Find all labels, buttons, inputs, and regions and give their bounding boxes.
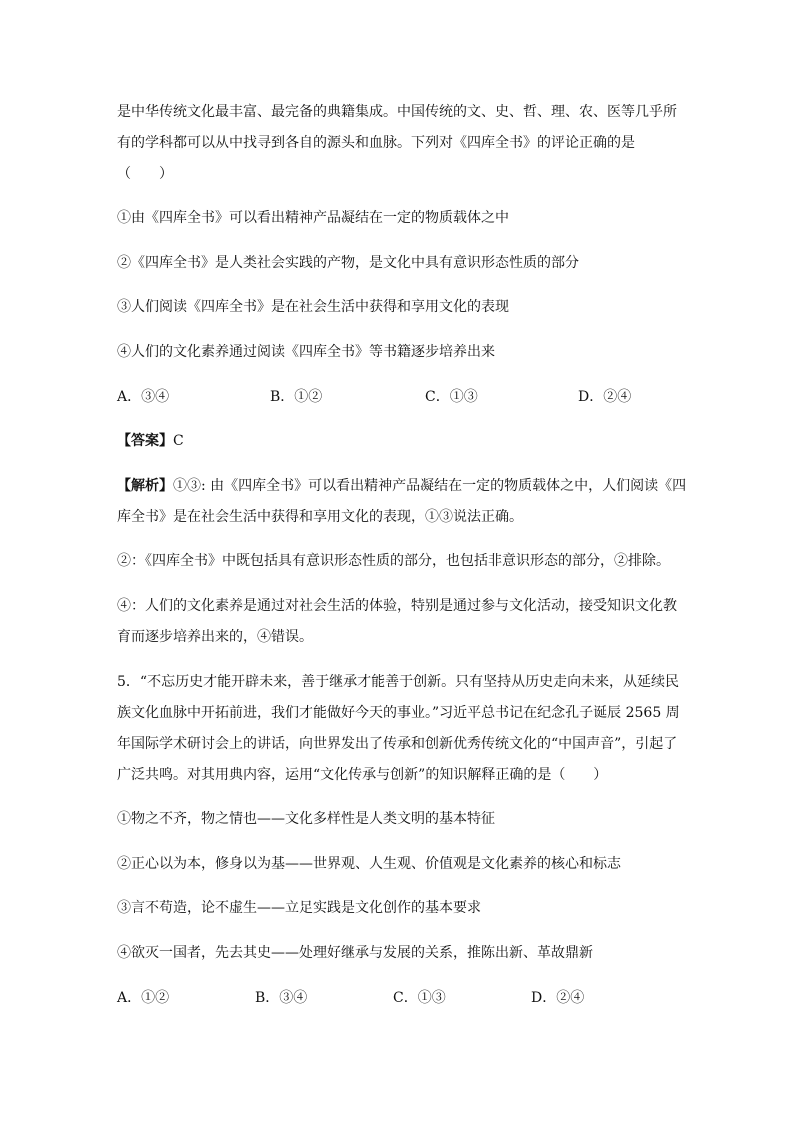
q5-statement-2: ②正心以为本，修身以为基——世界观、人生观、价值观是文化素养的核心和标志 (117, 856, 621, 872)
q4-answer (117, 431, 184, 451)
q4-statement-2: ②《四库全书》是人类社会实践的产物，是文化中具有意识形态性质的部分 (117, 255, 579, 271)
q4-statement-1: ①由《四库全书》可以看出精神产品凝结在一定的物质载体之中 (117, 210, 509, 226)
q4-stem-line-3: （ ） (117, 166, 173, 182)
answer-value: C (173, 433, 184, 449)
q5-stem-line-4: 广泛共鸣。对其用典内容，运用“文化传承与创新”的知识解释正确的是（ ） (117, 767, 608, 783)
q4-option-d: D．②④ (578, 389, 632, 405)
q4-analysis-line-3: ②：《四库全书》中既包括具有意识形态性质的部分，也包括非意识形态的部分，②排除。 (117, 553, 670, 569)
q5-option-a: A．①② (117, 990, 170, 1006)
q4-analysis-line-2: 库全书》是在社会生活中获得和享用文化的表现，①③说法正确。 (117, 509, 523, 525)
q4-analysis-line-5: 育而逐步培养出来的，④错误。 (117, 629, 313, 645)
q4-option-a: A．③④ (117, 389, 170, 405)
q4-option-c: C．①③ (425, 389, 478, 405)
analysis-text: ①③: 由《四库全书》可以看出精神产品凝结在一定的物质载体之中，人们阅读《四 (173, 478, 687, 494)
q5-statement-3: ③言不苟造，论不虚生——立足实践是文化创作的基本要求 (117, 900, 481, 916)
q5-statement-4: ④欲灭一国者，先去其史——处理好继承与发展的关系，推陈出新、革故鼎新 (117, 945, 593, 961)
q4-analysis-line-4: ④：人们的文化素养是通过对社会生活的体验，特别是通过参与文化活动，接受知识文化教 (117, 598, 677, 614)
q5-option-c: C．①③ (393, 990, 446, 1006)
answer-label: 【答案】 (117, 433, 173, 449)
q4-stem-line-1: 是中华传统文化最丰富、最完备的典籍集成。中国传统的文、史、哲、理、农、医等几乎所 (117, 104, 677, 120)
q5-stem-line-1: 5．“不忘历史才能开辟未来，善于继承才能善于创新。只有坚持从历史走向未来，从延续民 (117, 674, 680, 690)
q4-analysis-line-1 (117, 476, 686, 496)
q5-stem-line-2: 族文化血脉中开拓前进，我们才能做好今天的事业。”习近平总书记在纪念孔子诞辰 2565 周 (117, 705, 680, 721)
q5-option-b: B．③④ (255, 990, 308, 1006)
q4-statement-3: ③人们阅读《四库全书》是在社会生活中获得和享用文化的表现 (117, 299, 509, 315)
q4-statement-4: ④人们的文化素养通过阅读《四库全书》等书籍逐步培养出来 (117, 344, 495, 360)
q5-stem-line-3: 年国际学术研讨会上的讲话，向世界发出了传承和创新优秀传统文化的“中国声音”，引起了 (117, 736, 678, 752)
q4-option-b: B．①② (270, 389, 323, 405)
q5-option-d: D．②④ (531, 990, 585, 1006)
analysis-label: 【解析】 (117, 478, 173, 494)
q5-statement-1: ①物之不齐，物之情也——文化多样性是人类文明的基本特征 (117, 811, 495, 827)
q4-stem-line-2: 有的学科都可以从中找寻到各自的源头和血脉。下列对《四库全书》的评论正确的是 (117, 135, 635, 151)
